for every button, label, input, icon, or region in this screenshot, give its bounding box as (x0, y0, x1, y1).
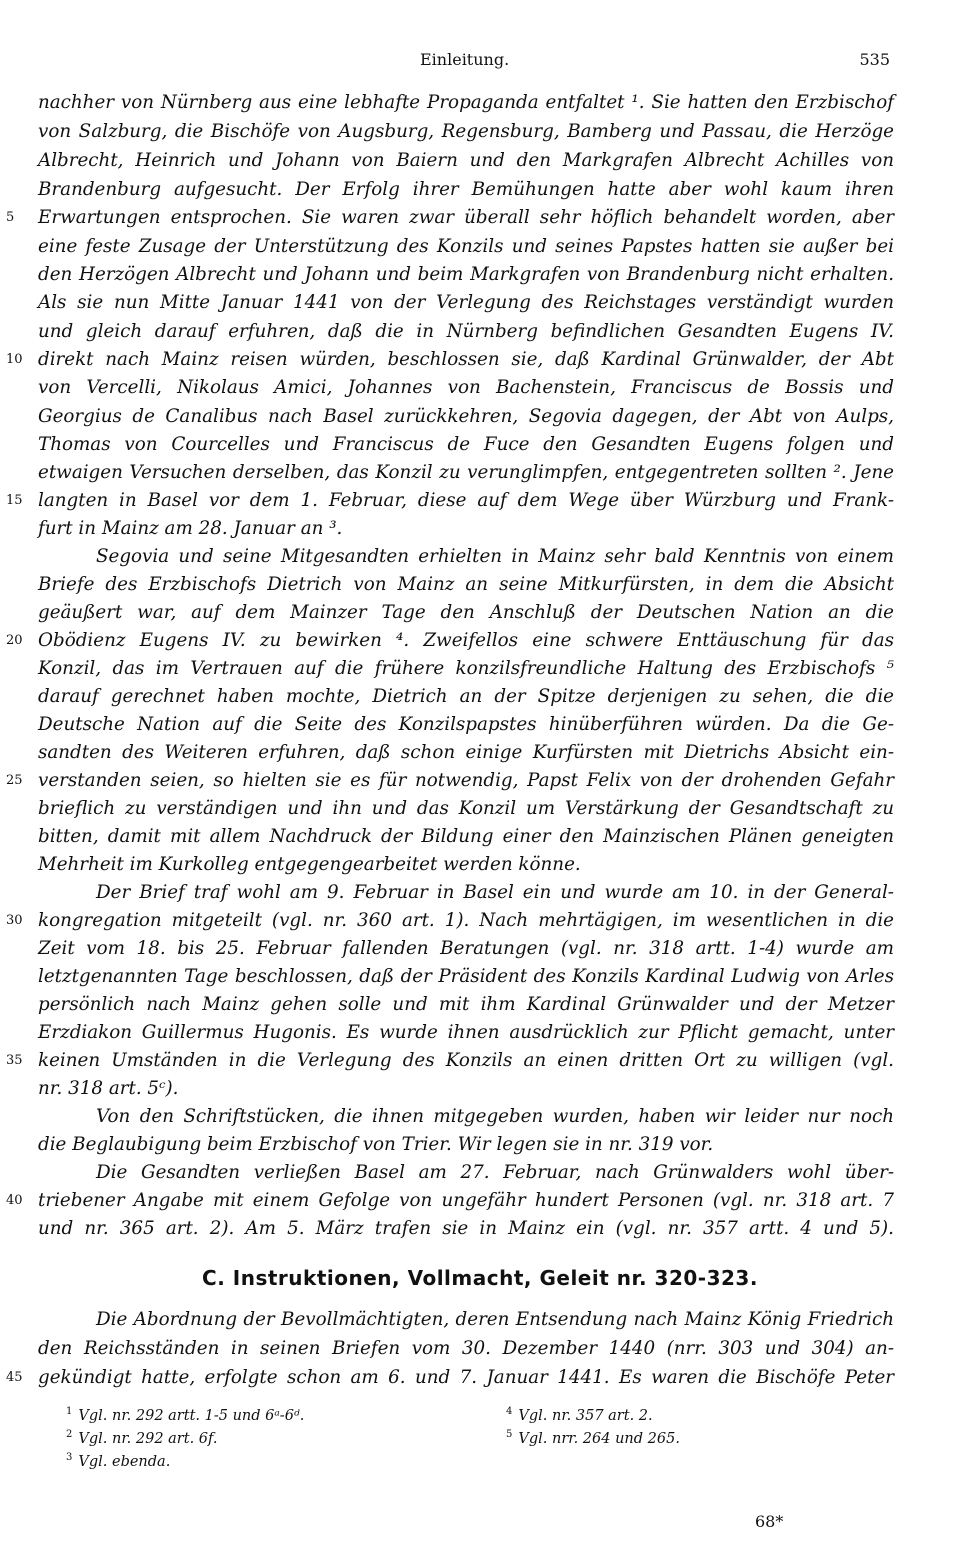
line-number: 20 (6, 633, 23, 648)
body-line: Erzdiakon Guillermus Hugonis. Es wurde ihnen ausdrücklich zur Pflicht gemacht, unter (38, 1022, 894, 1043)
body-line: persönlich nach Mainz gehen solle und mit ihm Kardinal Grünwalder und der Metzer (38, 994, 894, 1015)
body-line: Deutsche Nation auf die Seite des Konzilspapstes hinüberführen würden. Da die Ge- (38, 714, 894, 735)
body-line: etwaigen Versuchen derselben, das Konzil zu verunglimpfen, entgegentreten sollten ². Jene (38, 462, 894, 483)
footnote-text: Vgl. nr. 357 art. 2. (518, 1408, 653, 1424)
page-number: 535 (859, 50, 890, 69)
line-number: 40 (6, 1193, 23, 1208)
body-line: sandten des Weiteren erfuhren, daß schon einige Kurfürsten mit Dietrichs Absicht ein- (38, 742, 894, 763)
body-line: triebener Angabe mit einem Gefolge von ungefähr hundert Personen (vgl. nr. 318 art. 7 (38, 1190, 894, 1211)
body-line: von Vercelli, Nikolaus Amici, Johannes von Bachenstein, Franciscus de Bossis und (38, 377, 894, 398)
section-line: Die Abordnung der Bevollmächtigten, deren Entsendung nach Mainz König Friedrich (96, 1309, 894, 1330)
body-line: Als sie nun Mitte Januar 1441 von der Verlegung des Reichstages verständigt wurden (38, 292, 894, 313)
running-header (0, 50, 960, 76)
section-line: gekündigt hatte, erfolgte schon am 6. und 7. Januar 1441. Es waren die Bischöfe Peter (38, 1367, 894, 1388)
body-line: und gleich darauf erfuhren, daß die in Nürnberg befindlichen Gesandten Eugens IV. (38, 321, 894, 342)
line-number: 25 (6, 773, 23, 788)
line-number: 10 (6, 352, 23, 367)
footnote-mark: 3 (66, 1452, 73, 1463)
body-line: eine feste Zusage der Unterstützung des Konzils und seines Papstes hatten sie außer bei (38, 236, 894, 257)
body-line: von Salzburg, die Bischöfe von Augsburg, Regensburg, Bamberg und Passau, die Herzöge (38, 121, 894, 142)
body-line: kongregation mitgeteilt (vgl. nr. 360 art. 1). Nach mehrtägigen, im wesentlichen in die (38, 910, 894, 931)
line-number: 45 (6, 1370, 23, 1385)
body-line: geäußert war, auf dem Mainzer Tage den Anschluß der Deutschen Nation an die (38, 602, 894, 623)
body-line: Die Gesandten verließen Basel am 27. Februar, nach Grünwalders wohl über- (96, 1162, 894, 1183)
line-number: 35 (6, 1053, 23, 1068)
body-line: Von den Schriftstücken, die ihnen mitgegeben wurden, haben wir leider nur noch (96, 1106, 894, 1127)
body-line: Zeit vom 18. bis 25. Februar fallenden Beratungen (vgl. nr. 318 artt. 1-4) wurde am (38, 938, 894, 959)
line-number: 5 (6, 210, 15, 225)
footnote-mark: 5 (506, 1429, 513, 1440)
footnote-text: Vgl. nr. 292 art. 6f. (78, 1431, 218, 1447)
body-line: letztgenannten Tage beschlossen, daß der Präsident des Konzils Kardinal Ludwig von Arles (38, 966, 894, 987)
body-line: und nr. 365 art. 2). Am 5. März trafen sie in Mainz ein (vgl. nr. 357 artt. 4 und 5). (38, 1218, 894, 1239)
body-line: Brandenburg aufgesucht. Der Erfolg ihrer Bemühungen hatte aber wohl kaum ihren (38, 179, 894, 200)
footnote (66, 1408, 304, 1424)
section-line: den Reichsständen in seinen Briefen vom 30. Dezember 1440 (nrr. 303 und 304) an- (38, 1338, 894, 1359)
header-title: Einleitung. (420, 50, 510, 69)
section-heading: C. Instruktionen, Vollmacht, Geleit nr. 320-323. (202, 1266, 758, 1290)
body-line: Der Brief traf wohl am 9. Februar in Basel ein und wurde am 10. in der General- (96, 882, 894, 903)
body-line: den Herzögen Albrecht und Johann und beim Markgrafen von Brandenburg nicht erhalten. (38, 264, 894, 285)
footnote (506, 1431, 680, 1447)
body-line: Segovia und seine Mitgesandten erhielten in Mainz sehr bald Kenntnis von einem (96, 546, 894, 567)
body-line: nr. 318 art. 5ᶜ). (38, 1078, 179, 1099)
body-line: keinen Umständen in die Verlegung des Konzils an einen dritten Ort zu willigen (vgl. (38, 1050, 894, 1071)
footnote-text: Vgl. ebenda. (78, 1454, 171, 1470)
body-line: langten in Basel vor dem 1. Februar, diese auf dem Wege über Würzburg und Frank- (38, 490, 894, 511)
body-line: Obödienz Eugens IV. zu bewirken ⁴. Zweifellos eine schwere Enttäuschung für das (38, 630, 894, 651)
line-number: 15 (6, 493, 23, 508)
body-line: Erwartungen entsprochen. Sie waren zwar überall sehr höflich behandelt worden, aber (38, 207, 894, 228)
signature-mark: 68* (755, 1512, 784, 1531)
footnote (506, 1408, 653, 1424)
body-line: nachher von Nürnberg aus eine lebhafte Propaganda entfaltet ¹. Sie hatten den Erzbischof (38, 92, 894, 113)
footnote-mark: 4 (506, 1406, 513, 1417)
footnote (66, 1431, 217, 1447)
footnote (66, 1454, 170, 1470)
body-line: Briefe des Erzbischofs Dietrich von Mainz an seine Mitkurfürsten, in dem die Absicht (38, 574, 894, 595)
body-line: Albrecht, Heinrich und Johann von Baiern und den Markgrafen Albrecht Achilles von (38, 150, 894, 171)
footnote-text: Vgl. nrr. 264 und 265. (518, 1431, 680, 1447)
body-line: Georgius de Canalibus nach Basel zurückkehren, Segovia dagegen, der Abt von Aulps, (38, 406, 894, 427)
body-line: Mehrheit im Kurkolleg entgegengearbeitet werden könne. (38, 854, 581, 875)
footnote-mark: 1 (66, 1406, 73, 1417)
footnote-mark: 2 (66, 1429, 73, 1440)
body-line: bitten, damit mit allem Nachdruck der Bildung einer den Mainzischen Plänen geneigten (38, 826, 894, 847)
body-line: darauf gerechnet haben mochte, Dietrich an der Spitze derjenigen zu sehen, die die (38, 686, 894, 707)
body-line: Thomas von Courcelles und Franciscus de Fuce den Gesandten Eugens folgen und (38, 434, 894, 455)
line-number: 30 (6, 913, 23, 928)
body-line: verstanden seien, so hielten sie es für notwendig, Papst Felix von der drohenden Gefahr (38, 770, 894, 791)
body-line: furt in Mainz am 28. Januar an ³. (38, 518, 343, 539)
body-line: Konzil, das im Vertrauen auf die frühere konzilsfreundliche Haltung des Erzbischofs ⁵ (38, 658, 894, 679)
body-line: brieflich zu verständigen und ihn und das Konzil um Verstärkung der Gesandtschaft zu (38, 798, 894, 819)
footnote-text: Vgl. nr. 292 artt. 1-5 und 6ᵃ-6ᵈ. (78, 1408, 305, 1424)
body-line: die Beglaubigung beim Erzbischof von Trier. Wir legen sie in nr. 319 vor. (38, 1134, 714, 1155)
body-line: direkt nach Mainz reisen würden, beschlossen sie, daß Kardinal Grünwalder, der Abt (38, 349, 894, 370)
